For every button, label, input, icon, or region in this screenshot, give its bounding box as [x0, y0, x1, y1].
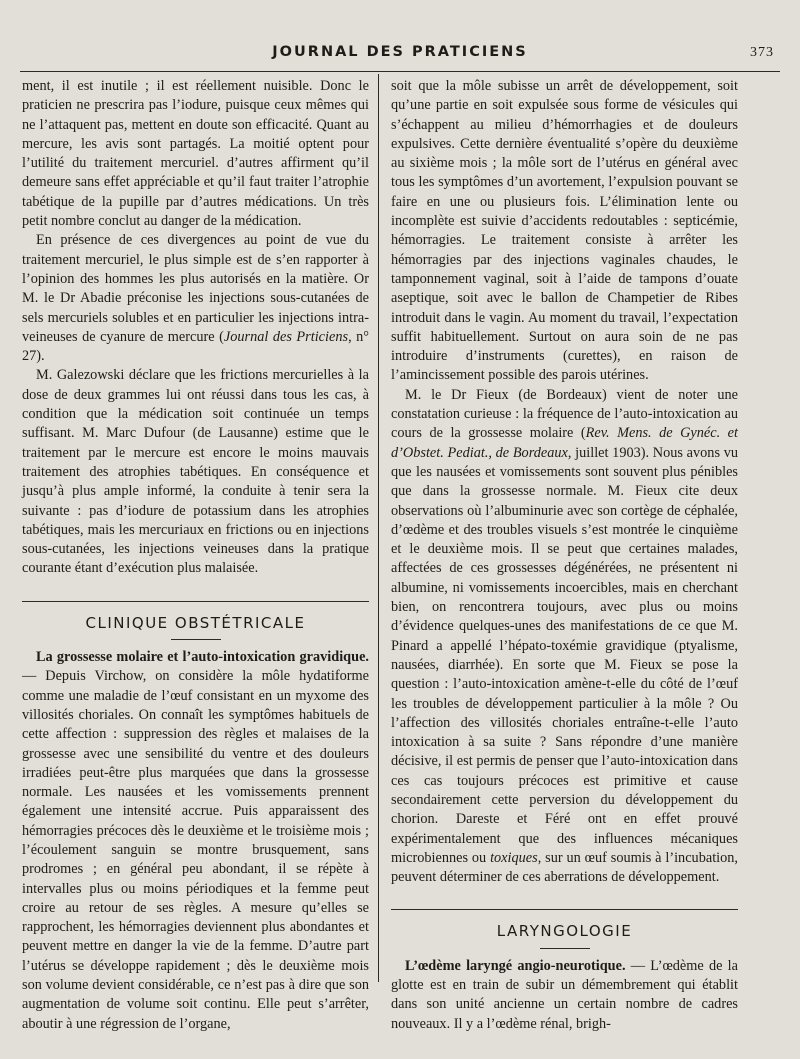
section-rule: [22, 601, 369, 602]
text-run: , sur un œuf soumis à l’incubation, peuvent déterminer de ces aberrations de développement.: [391, 849, 739, 886]
article-body: — Depuis Virchow, on considère la môle hydatiforme comme une maladie de l’œuf consistant en un myxome des villosités choriales. On connaît les symptômes habituels de cette affection : suppression des règles et malaises de la grossesse avec une sensibilité du ventre et des douleurs irradiées peut-être plus marquées que dans la grossesse normale. Les nausées et les vomissements prennent également une intensité accrue. Puis apparaissent des hémorragies précoces dès le deuxième et le troisième mois ; l’écoulement sanguin se montre brusquement, sans prodromes ; en général peu abondant, il se répète à intervalles plus ou moins périodiques et la femme peut croire au retour de ses règles. A mesure qu’elles se rapprochent, les hémorragies deviennent plus abondantes et peuvent mettre en danger la vie de la femme. D’autre part l’utérus se développe rapidement ; dès le deuxième mois son volume devient considérable, ce n’est pas à dire que son augmentation de volume soit continu. Elle peut s’arrêter, aboutir à une régression de l’organe,: [22, 668, 369, 1032]
left-column: [22, 77, 369, 1034]
journal-title: JOURNAL DES PRATICIENS: [272, 44, 528, 60]
paragraph: [391, 386, 738, 888]
article-paragraph: [22, 648, 369, 1034]
section-label: CLINIQUE OBSTÉTRICALE: [85, 613, 306, 632]
column-divider: [378, 74, 379, 982]
paragraph: [22, 231, 369, 366]
section-underline: [540, 948, 590, 949]
article-title: La grossesse molaire et l’auto-intoxication gravidique.: [36, 649, 369, 666]
section-label: LARYNGOLOGIE: [496, 922, 633, 941]
page-number: 373: [750, 45, 774, 60]
journal-reference: Journal des Prticiens: [223, 328, 349, 345]
text-run: , n° 27).: [22, 328, 370, 365]
text-run: En présence de ces divergences au point de vue du traitement mercuriel, le plus simple est de s’en rapporter à l’opinion des hommes les plus autorisés en la matière. Or M. le Dr Abadie préconise les injections sous-cutanées de sels mercuriels solubles et en particulier les injections intra-veineuses de cyanure de mercure (: [22, 232, 369, 345]
article-title: L’œdème laryngé angio-neurotique.: [405, 957, 626, 974]
paragraph: ment, il est inutile ; il est réellement nuisible. Donc le praticien ne prescrira pas l’iodure, puisque ceux mêmes qui ne l’attaquent pas, mettent en doute son efficacité. Quant au mercure, les avis sont partagés. La moitié optent pour l’utilité du traitement mercuriel. d’autres affirment qu’il demeure sans effet appréciable et qu’il faut traiter l’atrophie tabétique de la pupille par d’autres médications. Un très petit nombre conclut au danger de la médication.: [22, 78, 369, 230]
right-column: [391, 77, 738, 1034]
section-heading-clinique: [22, 601, 369, 640]
journal-reference: Rev. Mens. de Gynéc. et d’Obstet. Pediat., de Bordeaux: [391, 425, 738, 461]
section-heading-laryngologie: [391, 909, 738, 948]
header-rule: [20, 71, 780, 72]
article-paragraph: [391, 957, 738, 1034]
emphasis: toxiques: [490, 849, 538, 866]
article-body: — L’œdème de la glotte est en train de subir un démembrement qui établit dans son unité ancienne un certain nombre de cadres nouveaux. Il y a l’œdème rénal, brigh-: [391, 957, 738, 1032]
text-run: M. le Dr Fieux (de Bordeaux) vient de noter une constatation curieuse : la fréquence de l’auto-intoxication au cours de la grossesse molaire (: [391, 386, 738, 442]
section-rule: [391, 909, 738, 910]
paragraph: soit que la môle subisse un arrêt de développement, soit qu’une partie en soit expulsée sous forme de vésicules qui s’échappent au milieu d’hémorrhagies et de douleurs expulsives. Cette dernière éventualité s’opère du deuxième au sixième mois ; la môle sort de l’utérus en général avec tous les symptômes d’un avortement, l’expulsion pouvant se faire en une ou plusieurs fois. L’élimination lente ou incomplète est suivie d’accidents redoutables : septicémie, hémorragies. Le traitement consiste à arrêter les hémorragies par des injections vaginales chaudes, le tamponnement vaginal, soit à l’aide de tampons d’ouate aseptique, soit avec le ballon de Champetier de Ribes introduit dans le vagin. Au moment du travail, l’expectation suffit habituellement. Surtout on aura soin de ne pas introduire d’instruments (curettes), en raison de l’amincissement possible des parois utérines.: [391, 78, 738, 384]
text-run: , juillet 1903). Nous avons vu que les nausées et vomissements sont souvent plus pénibles que dans la grossesse normale. M. Fieux cite deux observations où l’albuminurie avec son cortège de céphalée, d’œdème et des troubles visuels s’est montrée le cinquième et le deuxième mois. Il se peut que certaines malades, affectées de ces grossesses dégénérées, ne présentent ni albumine, ni vomissements incoercibles, mais en cherchant bien, on rencontrera toujours, avec plus ou moins d’évidence quelques-unes des manifestations de ce que M. Pinard a appellé l’hépato-toxémie gravidique (ptyalisme, nausées, diarrhée). En sorte que M. Fieux se pose la question : l’auto-intoxication amène-t-elle du côté de l’œuf les troubles de développement particulier à la môle ? Ou l’affection des villosités choriales entraîne-t-elle l’auto intoxication à sa suite ? Sans répondre d’une manière décisive, il est permis de penser que l’auto-intoxication dans ces cas toujours précoces est primitive et cause secondairement cette perversion du développement du chorion. Dareste et Féré ont en effet prouvé expérimentalement que des influences mécaniques microbiennes ou: [391, 444, 738, 866]
running-head: [20, 40, 780, 68]
section-underline: [171, 639, 221, 640]
paragraph: M. Galezowski déclare que les frictions mercurielles à la dose de deux grammes lui ont réussi dans tous les cas, à condition que la médication soit continuée un temps suffisant. M. Marc Dufour (de Lausanne) estime que le traitement par le mercure est encore le moins mauvais traitement des atrophies tabétiques. En conséquence et jusqu’à plus ample informé, la conduite à tenir sera la suivante : pas d’iodure de potassium dans les atrophies tabétiques, mais les mercuriaux en frictions ou en injections sous-cutanées, les injections veineuses dans la pratique courante étant d’exécution plus malaisée.: [22, 367, 369, 577]
